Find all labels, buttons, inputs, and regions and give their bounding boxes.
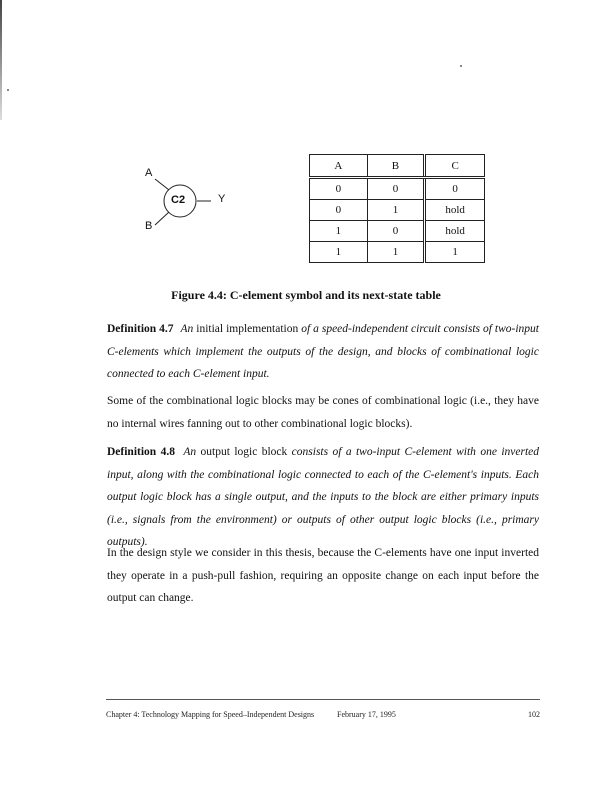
paragraph-push-pull: In the design style we consider in this thesis, because the C-elements have one input inverted they operate in a push-pull fashion, requiring an opposite change on each input before the output can change. bbox=[107, 547, 539, 604]
cell: 1 bbox=[367, 242, 425, 263]
next-state-table bbox=[309, 154, 485, 263]
defined-term: initial implementation bbox=[193, 323, 302, 335]
definition-heading: Definition 4.7 bbox=[107, 323, 174, 335]
input-a-label: A bbox=[145, 167, 153, 179]
cell: hold bbox=[425, 221, 485, 242]
header-b: B bbox=[367, 155, 425, 178]
table-row bbox=[310, 200, 485, 221]
cell: hold bbox=[425, 200, 485, 221]
footer-date: February 17, 1995 bbox=[337, 710, 396, 719]
scan-edge bbox=[0, 0, 2, 120]
definition-text: An bbox=[180, 323, 194, 335]
page-number: 102 bbox=[528, 710, 540, 719]
paragraph-cones: Some of the combinational logic blocks may be cones of combinational logic (i.e., they have no internal wires fanning out to other combinational logic blocks). bbox=[107, 395, 539, 430]
header-c: C bbox=[425, 155, 485, 178]
cell: 0 bbox=[310, 200, 368, 221]
cell: 0 bbox=[425, 178, 485, 200]
table-row bbox=[310, 178, 485, 200]
cell: 0 bbox=[367, 178, 425, 200]
c-element-symbol bbox=[138, 160, 248, 240]
cell: 1 bbox=[310, 242, 368, 263]
header-a: A bbox=[310, 155, 368, 178]
definition-text: of a speed-independent circuit consists of two-input C-elements which implement the outputs of the design, and blocks of combinational logic connected to each C-element input. bbox=[107, 323, 539, 380]
footer-rule bbox=[106, 699, 540, 700]
table-row bbox=[310, 242, 485, 263]
cell: 1 bbox=[425, 242, 485, 263]
scan-speck bbox=[460, 65, 462, 67]
footer-chapter: Chapter 4: Technology Mapping for Speed–Independent Designs bbox=[106, 710, 315, 719]
definition-4-8 bbox=[107, 441, 539, 554]
cell: 0 bbox=[367, 221, 425, 242]
cell: 0 bbox=[310, 178, 368, 200]
definition-text: An bbox=[183, 446, 197, 458]
table-header-row bbox=[310, 155, 485, 178]
definition-text: consists of a two-input C-element with one inverted input, along with the combinational logic connected to each of the C-element's inputs. Each output logic block has a single output, and the inputs to the block are either primary inputs (i.e., signals from the environment) or outputs of other output logic blocks (i.e., primary outputs). bbox=[107, 446, 539, 548]
cell: 1 bbox=[310, 221, 368, 242]
input-b-label: B bbox=[145, 220, 153, 232]
cell: 1 bbox=[367, 200, 425, 221]
gate-label: C2 bbox=[171, 194, 186, 206]
c-element-circle-icon bbox=[138, 160, 248, 240]
defined-term: output logic block bbox=[196, 446, 292, 458]
definition-4-7 bbox=[107, 318, 539, 386]
definition-heading: Definition 4.8 bbox=[107, 446, 175, 458]
table-row bbox=[310, 221, 485, 242]
output-y-label: Y bbox=[218, 193, 226, 205]
figure-caption: Figure 4.4: C-element symbol and its next-state table bbox=[171, 288, 441, 302]
scan-speck bbox=[7, 89, 9, 91]
